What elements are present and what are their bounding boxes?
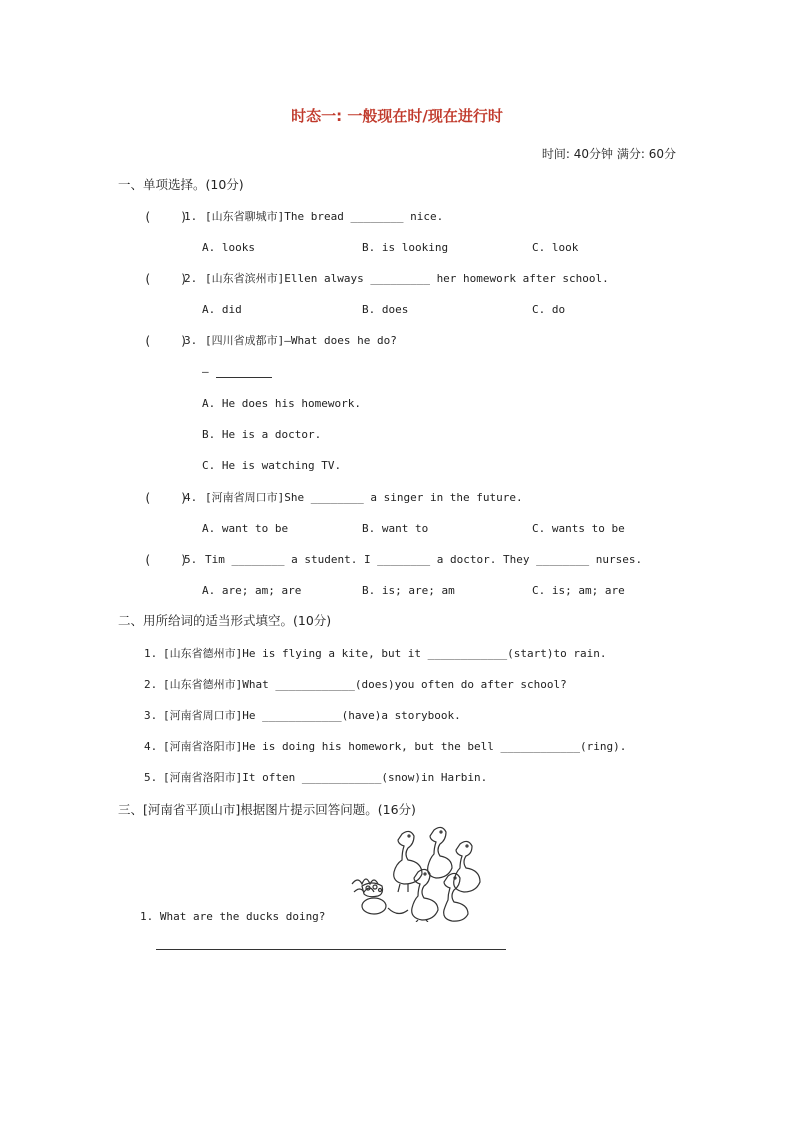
fill-item-text: [山东省德州市]What ____________(does)you often do after school? xyxy=(163,678,567,691)
answer-dash: — xyxy=(202,365,209,378)
option-c: C. do xyxy=(532,303,566,316)
answer-paren[interactable]: ( ) xyxy=(144,272,188,286)
fill-number: 5. xyxy=(144,771,158,784)
question-text: [山东省滨州市]Ellen always _________ her homework after school. xyxy=(205,272,609,285)
option-a: A. want to be xyxy=(202,522,289,535)
ducks-illustration xyxy=(348,826,490,922)
answer-paren[interactable]: ( ) xyxy=(144,553,188,567)
question-number: 2. xyxy=(184,272,198,285)
question-text: Tim ________ a student. I ________ a doctor. They ________ nurses. xyxy=(205,553,643,566)
option-c: C. wants to be xyxy=(532,522,625,535)
question-number: 4. xyxy=(184,491,198,504)
section3-question: 1. What are the ducks doing? xyxy=(140,910,326,923)
option-c: C. is; am; are xyxy=(532,584,625,597)
question-text: [河南省周口市]She ________ a singer in the future. xyxy=(205,491,523,504)
fill-item-text: [河南省洛阳市]He is doing his homework, but the bell ____________(ring). xyxy=(163,740,627,753)
fill-number: 1. xyxy=(144,647,158,660)
option-b: B. is looking xyxy=(362,241,449,254)
fill-number: 2. xyxy=(144,678,158,691)
option-b: B. is; are; am xyxy=(362,584,455,597)
question-text: [山东省聊城市]The bread ________ nice. xyxy=(205,210,444,223)
question-number: 5. xyxy=(184,553,198,566)
section1-heading: 一、单项选择。(10分) xyxy=(118,177,244,192)
answer-paren[interactable]: ( ) xyxy=(144,334,188,348)
answer-blank-line[interactable] xyxy=(216,377,272,378)
fill-number: 4. xyxy=(144,740,158,753)
question-text: [四川省成都市]—What does he do? xyxy=(205,334,397,347)
option-c: C. look xyxy=(532,241,579,254)
fill-item-text: [山东省德州市]He is flying a kite, but it ____________(start)to rain. xyxy=(163,647,607,660)
section3-heading: 三、[河南省平顶山市]根据图片提示回答问题。(16分) xyxy=(118,802,416,817)
exam-meta: 时间: 40分钟 满分: 60分 xyxy=(541,147,676,161)
option-a: A. are; am; are xyxy=(202,584,302,597)
question-number: 3. xyxy=(184,334,198,347)
option-b: B. He is a doctor. xyxy=(202,428,322,441)
answer-paren[interactable]: ( ) xyxy=(144,491,188,505)
option-b: B. does xyxy=(362,303,409,316)
option-a: A. looks xyxy=(202,241,255,254)
fill-item-text: [河南省洛阳市]It often ____________(snow)in Harbin. xyxy=(163,771,488,784)
option-b: B. want to xyxy=(362,522,429,535)
option-a: A. He does his homework. xyxy=(202,397,361,410)
option-c: C. He is watching TV. xyxy=(202,459,342,472)
option-a: A. did xyxy=(202,303,242,316)
section2-heading: 二、用所给词的适当形式填空。(10分) xyxy=(118,613,332,628)
question-number: 1. xyxy=(184,210,198,223)
page-title: 时态一: 一般现在时/现在进行时 xyxy=(291,107,503,125)
answer-paren[interactable]: ( ) xyxy=(144,210,188,224)
fill-number: 3. xyxy=(144,709,158,722)
fill-item-text: [河南省周口市]He ____________(have)a storybook. xyxy=(163,709,461,722)
answer-line[interactable] xyxy=(156,949,506,950)
